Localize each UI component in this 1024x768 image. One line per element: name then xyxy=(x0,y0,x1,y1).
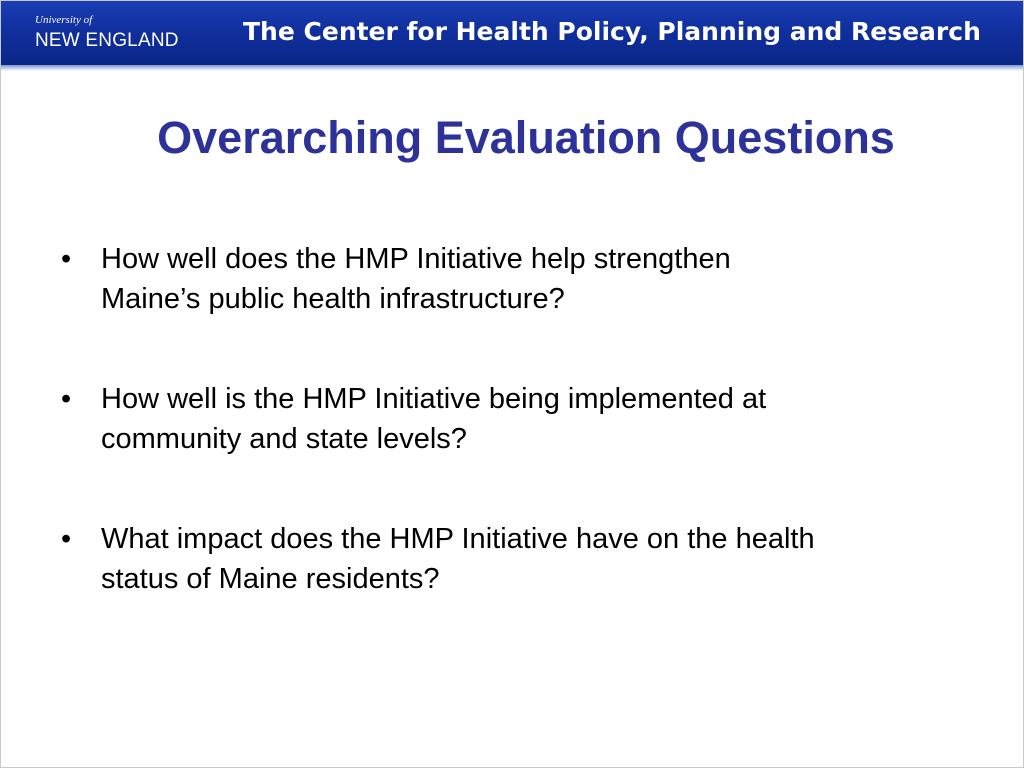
header-divider xyxy=(1,65,1023,71)
bullet-item xyxy=(59,519,979,599)
bullet-list xyxy=(59,239,979,659)
bullet-text-line: status of Maine residents? xyxy=(101,563,440,595)
bullet-item xyxy=(59,239,979,319)
bullet-text-line: community and state levels? xyxy=(101,423,467,455)
university-logo xyxy=(35,13,179,57)
bullet-text-line: How well is the HMP Initiative being implemented at xyxy=(101,383,767,415)
bullet-text-line: How well does the HMP Initiative help strengthen xyxy=(101,243,731,275)
bullet-text-line: What impact does the HMP Initiative have on the health xyxy=(101,523,815,555)
bullet-text-line: Maine’s public health infrastructure? xyxy=(101,283,565,315)
header-title: The Center for Health Policy, Planning and Research xyxy=(243,17,981,46)
bullet-item xyxy=(59,379,979,459)
bullet-marker: • xyxy=(61,383,72,415)
bullet-marker: • xyxy=(61,523,72,555)
logo-line-new-england: NEW ENGLAND xyxy=(35,30,179,51)
header-banner xyxy=(1,1,1023,65)
slide-title: Overarching Evaluation Questions xyxy=(157,112,895,163)
bullet-marker: • xyxy=(61,243,72,275)
logo-line-university-of: University of xyxy=(35,14,93,26)
